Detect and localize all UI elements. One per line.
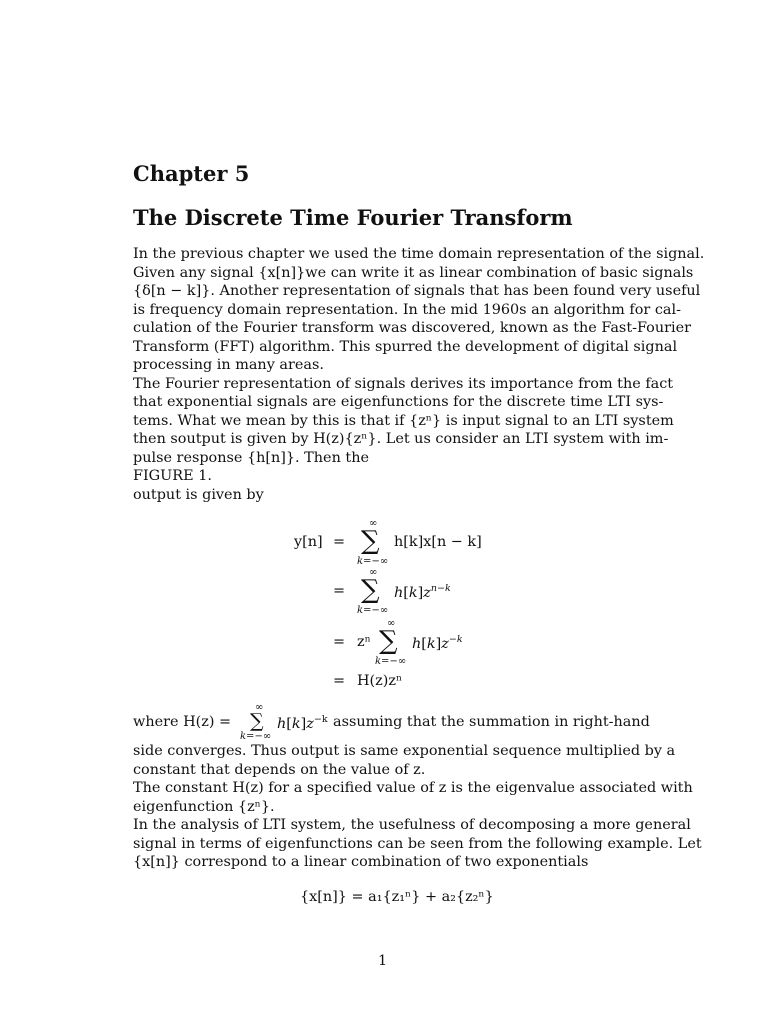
- text-line: The Fourier representation of signals derives its importance from the fact: [133, 375, 674, 392]
- text-line: processing in many areas.: [133, 357, 324, 373]
- sum-symbol: ∑: [361, 575, 380, 605]
- equals-sign: =: [333, 534, 346, 550]
- text-line: side converges. Thus output is same exponential sequence multiplied by a: [133, 743, 676, 759]
- where-prefix: where H(z) =: [133, 714, 232, 730]
- sum-lower-limit: k=−∞: [357, 605, 389, 616]
- text-line: is frequency domain representation. In the mid 1960s an algorithm for cal-: [133, 301, 681, 318]
- sum-upper-limit: ∞: [255, 702, 264, 713]
- text-line: The constant H(z) for a specified value of z is the eigenvalue associated with: [133, 780, 693, 796]
- text-line: output is given by: [133, 486, 264, 503]
- text-line: tems. What we mean by this is that if {zⁿ} is input signal to an LTI system: [133, 412, 674, 429]
- chapter-title: The Discrete Time Fourier Transform: [133, 205, 573, 230]
- text-line: that exponential signals are eigenfunctions for the discrete time LTI sys-: [133, 394, 664, 410]
- text-line: {x[n]} correspond to a linear combination of two exponentials: [133, 854, 589, 870]
- text-line: culation of the Fourier transform was discovered, known as the Fast-Fourier: [133, 320, 691, 336]
- text-line: Transform (FFT) algorithm. This spurred the development of digital signal: [133, 338, 678, 355]
- equation-term: h[k]x[n − k]: [394, 534, 482, 550]
- text-line: eigenfunction {zⁿ}.: [133, 798, 275, 815]
- equation-term: $h[k]z^{n-k}$: [394, 583, 451, 601]
- where-suffix: assuming that the summation in right-hand: [333, 714, 650, 730]
- text-line: signal in terms of eigenfunctions can be seen from the following example. Let: [133, 835, 702, 852]
- text-line: constant that depends on the value of z.: [133, 761, 426, 778]
- paragraph-eigen: [133, 742, 702, 872]
- sum-symbol: ∑: [250, 710, 264, 732]
- text-line: Given any signal {x[n]}we can write it as linear combination of basic signals: [133, 264, 694, 281]
- text-line: then soutput is given by H(z){zⁿ}. Let us consider an LTI system with im-: [133, 431, 669, 447]
- page-number: 1: [378, 953, 388, 969]
- sum-upper-limit: ∞: [387, 618, 396, 629]
- text-line: {δ[n − k]}. Another representation of signals that has been found very useful: [133, 283, 701, 299]
- equation-term: $h[k]z^{-k}$: [412, 634, 463, 652]
- where-term: $h[k]z^{-k}$: [277, 714, 328, 732]
- sum-upper-limit: ∞: [369, 518, 378, 529]
- sum-lower-limit: k=−∞: [240, 731, 272, 742]
- final-equation: {x[n]} = a₁{z₁ⁿ} + a₂{z₂ⁿ}: [300, 889, 494, 905]
- equals-sign: =: [333, 634, 346, 650]
- sum-lower-limit: k=−∞: [375, 656, 407, 667]
- equals-sign: =: [333, 583, 346, 599]
- sum-lower-limit: k=−∞: [357, 556, 389, 567]
- sum-symbol: ∑: [361, 526, 380, 556]
- chapter-label: Chapter 5: [133, 161, 250, 186]
- equals-sign: =: [333, 673, 346, 689]
- figure-label: FIGURE 1.: [133, 468, 212, 484]
- sum-symbol: ∑: [379, 626, 398, 656]
- equation-term: zⁿ: [357, 634, 371, 650]
- equation-lhs: y[n]: [294, 534, 323, 550]
- equation-term: H(z)zⁿ: [357, 673, 403, 689]
- text-line: pulse response {h[n]}. Then the: [133, 449, 369, 466]
- text-line: In the analysis of LTI system, the usefulness of decomposing a more general: [133, 817, 691, 833]
- text-line: In the previous chapter we used the time domain representation of the signal.: [133, 246, 705, 262]
- sum-upper-limit: ∞: [369, 567, 378, 578]
